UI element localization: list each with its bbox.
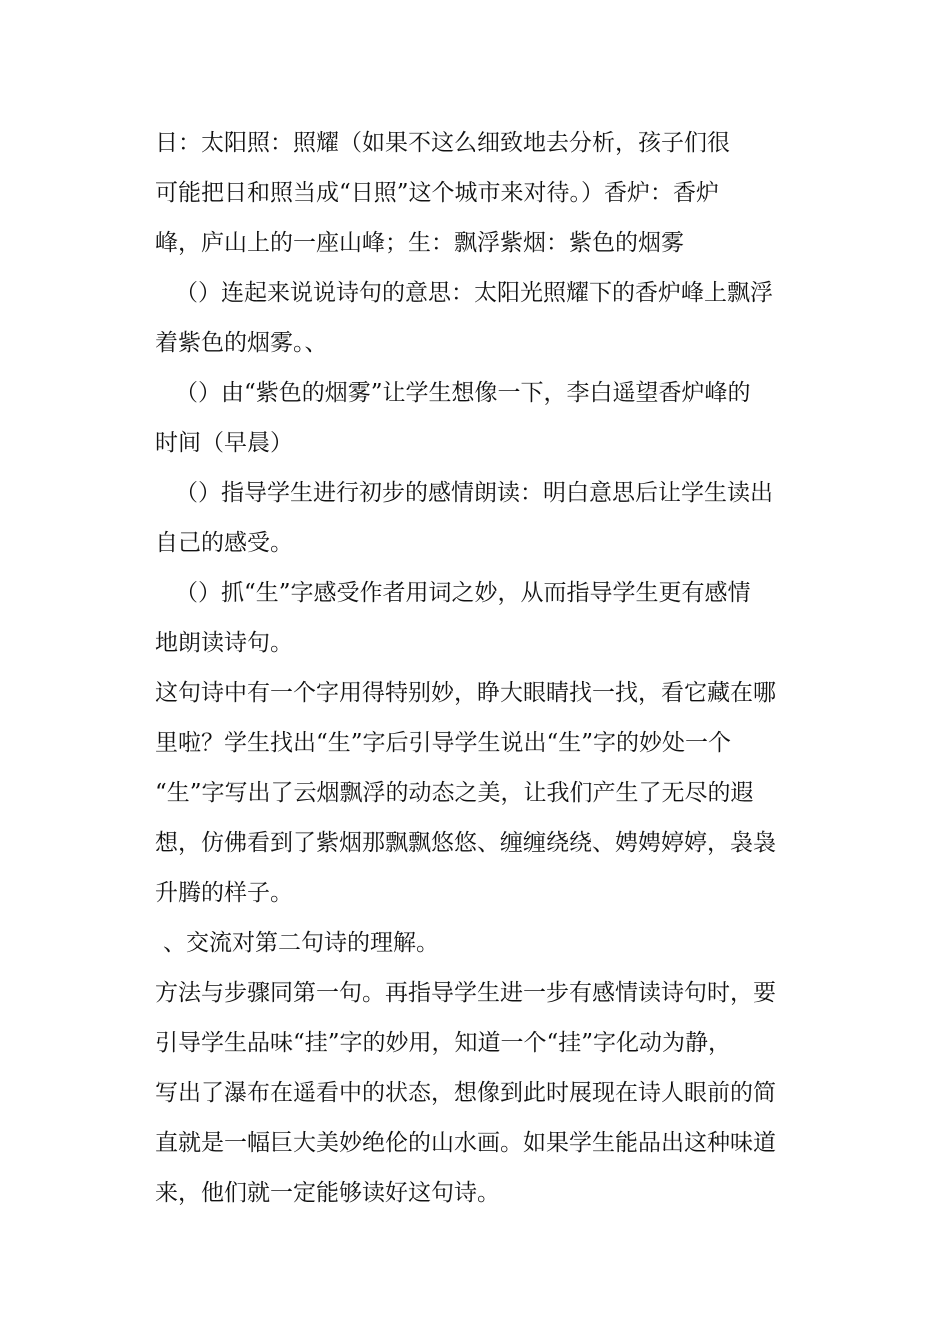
- text-line: 方法与步骤同第一句。再指导学生进一步有感情读诗句时，要: [155, 980, 776, 1006]
- document-body: [155, 118, 795, 1218]
- text-line: “生”字写出了云烟飘浮的动态之美，让我们产生了无尽的遐: [155, 780, 754, 806]
- text-line: 写出了瀑布在遥看中的状态，想像到此时展现在诗人眼前的简: [155, 1080, 776, 1106]
- text-line: （）由“紫色的烟雾”让学生想像一下，李白遥望香炉峰的: [175, 380, 751, 406]
- text-line: 、交流对第二句诗的理解。: [163, 930, 439, 956]
- text-line: 时间（早晨）: [155, 430, 293, 456]
- text-line: 着紫色的烟雾。、: [155, 330, 328, 356]
- text-line: 日：太阳照：照耀（如果不这么细致地去分析，孩子们很: [155, 130, 730, 156]
- text-line: 自己的感受。: [155, 530, 293, 556]
- text-line: （）指导学生进行初步的感情朗读：明白意思后让学生读出: [175, 480, 773, 506]
- text-line: 可能把日和照当成“日照”这个城市来对待。）香炉：香炉: [155, 180, 720, 206]
- text-line: 里啦？学生找出“生”字后引导学生说出“生”字的妙处一个: [155, 730, 732, 756]
- text-line: 地朗读诗句。: [155, 630, 293, 656]
- text-line: 引导学生品味“挂”字的妙用，知道一个“挂”字化动为静，: [155, 1030, 732, 1056]
- text-line: （）连起来说说诗句的意思：太阳光照耀下的香炉峰上飘浮: [175, 280, 773, 306]
- text-line: 直就是一幅巨大美妙绝伦的山水画。如果学生能品出这种味道: [155, 1130, 776, 1156]
- text-line: 这句诗中有一个字用得特别妙，睁大眼睛找一找，看它藏在哪: [155, 680, 776, 706]
- text-line: 来，他们就一定能够读好这句诗。: [155, 1180, 500, 1206]
- text-line: 升腾的样子。: [155, 880, 293, 906]
- text-line: （）抓“生”字感受作者用词之妙，从而指导学生更有感情: [175, 580, 751, 606]
- text-line: 想，仿佛看到了紫烟那飘飘悠悠、缠缠绕绕、娉娉婷婷，袅袅: [155, 830, 776, 856]
- text-line: 峰，庐山上的一座山峰；生：飘浮紫烟：紫色的烟雾: [155, 230, 684, 256]
